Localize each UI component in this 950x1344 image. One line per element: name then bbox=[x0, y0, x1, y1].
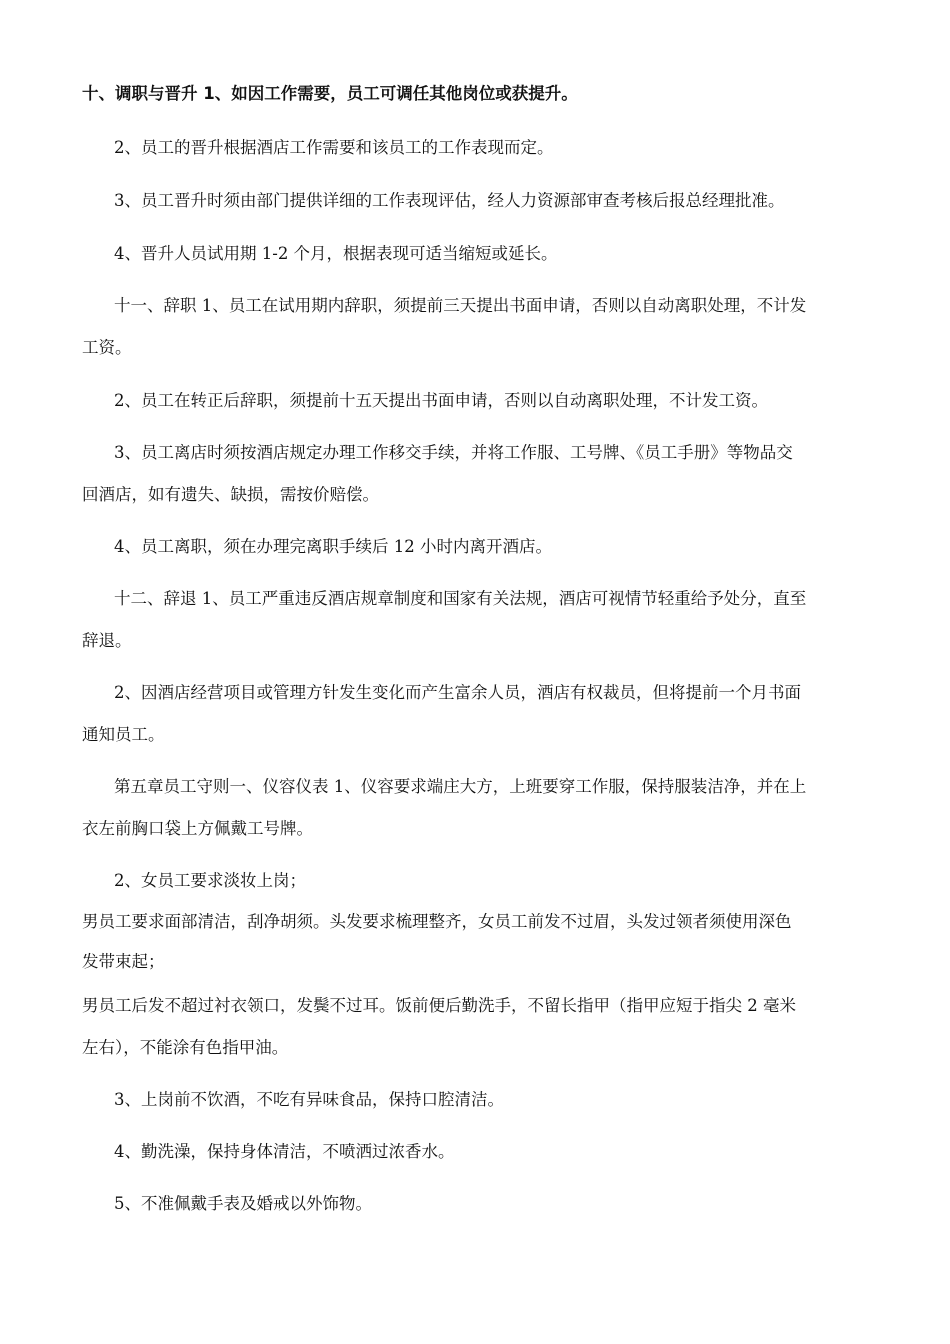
paragraph-line: 工资。 bbox=[82, 338, 132, 357]
paragraph-line: 通知员工。 bbox=[82, 725, 165, 744]
paragraph-line: 回酒店，如有遗失、缺损，需按价赔偿。 bbox=[82, 485, 379, 504]
paragraph-line: 3、上岗前不饮酒，不吃有异味食品，保持口腔清洁。 bbox=[114, 1090, 504, 1109]
paragraph-line: 4、员工离职，须在办理完离职手续后 12 小时内离开酒店。 bbox=[114, 537, 552, 556]
paragraph-line: 4、勤洗澡，保持身体清洁，不喷洒过浓香水。 bbox=[114, 1142, 455, 1161]
paragraph-line: 4、晋升人员试用期 1-2 个月，根据表现可适当缩短或延长。 bbox=[114, 244, 558, 263]
paragraph-line: 辞退。 bbox=[82, 631, 132, 650]
paragraph-line: 3、员工离店时须按酒店规定办理工作移交手续，并将工作服、工号牌、《员工手册》等物品交 bbox=[114, 443, 793, 462]
paragraph-line: 男员工要求面部清洁，刮净胡须。头发要求梳理整齐，女员工前发不过眉，头发过领者须使用深色 bbox=[82, 912, 792, 931]
paragraph-line: 2、因酒店经营项目或管理方针发生变化而产生富余人员，酒店有权裁员，但将提前一个月书面 bbox=[114, 683, 801, 702]
section-heading-dismissal: 十二、辞退 1、员工严重违反酒店规章制度和国家有关法规，酒店可视情节轻重给予处分，直至 bbox=[114, 589, 807, 608]
chapter-heading-employee-code: 第五章员工守则一、仪容仪表 1、仪容要求端庄大方，上班要穿工作服，保持服装洁净，并在上 bbox=[114, 777, 807, 796]
paragraph-line: 男员工后发不超过衬衣领口，发鬓不过耳。饭前便后勤洗手，不留长指甲（指甲应短于指尖 2 毫米 bbox=[82, 996, 796, 1015]
paragraph-line: 2、员工在转正后辞职，须提前十五天提出书面申请，否则以自动离职处理，不计发工资。 bbox=[114, 391, 768, 410]
paragraph-line: 5、不准佩戴手表及婚戒以外饰物。 bbox=[114, 1194, 372, 1213]
section-heading-transfer-promotion: 十、调职与晋升 1、如因工作需要，员工可调任其他岗位或获提升。 bbox=[82, 84, 578, 103]
paragraph-line: 2、女员工要求淡妆上岗； bbox=[114, 871, 306, 890]
paragraph-line: 2、员工的晋升根据酒店工作需要和该员工的工作表现而定。 bbox=[114, 138, 554, 157]
section-heading-resignation: 十一、辞职 1、员工在试用期内辞职，须提前三天提出书面申请，否则以自动离职处理，不计发 bbox=[114, 296, 807, 315]
paragraph-line: 左右），不能涂有色指甲油。 bbox=[82, 1038, 289, 1057]
paragraph-line: 衣左前胸口袋上方佩戴工号牌。 bbox=[82, 819, 313, 838]
paragraph-line: 发带束起； bbox=[82, 952, 165, 971]
paragraph-line: 3、员工晋升时须由部门提供详细的工作表现评估，经人力资源部审查考核后报总经理批准。 bbox=[114, 191, 785, 210]
